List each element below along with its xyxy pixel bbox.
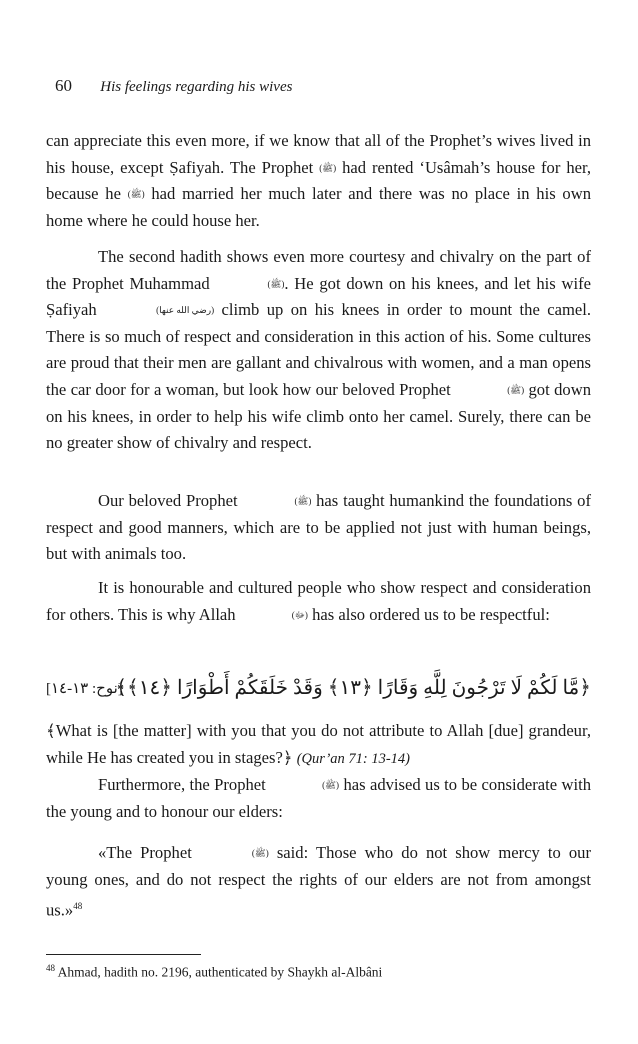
honorific-glyph: (ﷺ) xyxy=(322,780,340,790)
text-run: has also ordered us to be respectful: xyxy=(307,604,550,624)
page-number: 60 xyxy=(55,76,72,95)
paragraph-3 xyxy=(46,488,591,568)
honorific-glyph: (ﷺ) xyxy=(251,848,269,858)
text-run: It is honourable and cultured people who show respect and consideration for others. This is why Allah xyxy=(46,578,591,624)
quran-translation xyxy=(46,718,591,772)
honorific-glyph: (ﷺ) xyxy=(127,189,145,200)
footnote-number: 48 xyxy=(46,963,55,973)
running-title: His feelings regarding his wives xyxy=(100,79,293,95)
paragraph-4 xyxy=(46,575,591,628)
text-run: climb up on his knees in order to mount the camel. There is so much of respect and consideration in this action of his. Some cultures are proud that their men are gallant and chivalrous with women, and a man opens the car door for a woman, but look how our beloved Prophet xyxy=(46,300,591,399)
honorific-glyph: (ﷺ) xyxy=(267,278,285,289)
text-run: . He got down on his knees, and let his wife Ṣafiyah xyxy=(46,273,592,320)
honorific-glyph: (ﷺ) xyxy=(507,384,525,395)
paragraph-1 xyxy=(46,128,591,234)
text-run: ﴾What is [the matter] with you that you do not attribute to Allah [due] grandeur, while He has created you in stages?﴿ xyxy=(46,721,591,767)
quran-reference-arabic: [نوح: ١٣-١٤] xyxy=(46,681,123,697)
footnote xyxy=(46,963,382,981)
text-run: had rented ‘Usâmah’s house for her, because he xyxy=(46,157,592,204)
footnote-text: Ahmad, hadith no. 2196, authenticated by Shaykh al-Albâni xyxy=(55,964,383,980)
quran-reference: (Qur’an 71: 13-14) xyxy=(296,750,411,767)
honorific-glyph: (ﷻ) xyxy=(291,609,308,620)
running-header xyxy=(55,76,292,96)
honorific-glyph: (ﷺ) xyxy=(319,162,337,173)
honorific-glyph: (ﷺ) xyxy=(294,496,312,506)
paragraph-5 xyxy=(46,772,591,825)
text-run: has advised us to be considerate with the young and to honour our elders: xyxy=(46,775,591,821)
text-run: Our beloved Prophet xyxy=(98,491,243,510)
footnote-divider xyxy=(46,954,201,955)
quran-arabic-text: ﴿مَّا لَكُمْ لَا تَرْجُونَ لِلَّهِ وَقَارًا ﴿١٣﴾ وَقَدْ خَلَقَكُمْ أَطْوَارًا ﴿١٤﴾﴾ xyxy=(115,677,591,699)
text-run: The second hadith shows even more courtesy and chivalry on the part of the Prophet Muhammad xyxy=(46,247,591,293)
text-run: has taught humankind the foundations of respect and good manners, which are to be applied not just with human beings, but with animals too. xyxy=(46,491,591,564)
footnote-marker: 48 xyxy=(73,901,83,912)
honorific-glyph: (رضي الله عنها) xyxy=(156,305,215,316)
paragraph-2 xyxy=(46,244,591,457)
text-run: can appreciate this even more, if we know that all of the Prophet’s wives lived in his house, except Ṣafiyah. The Prophet xyxy=(46,131,591,177)
text-run: Furthermore, the Prophet xyxy=(98,775,271,794)
text-run: got down on his knees, in order to help his wife climb onto her camel. Surely, there can be no greater show of chivalry and respect. xyxy=(46,379,591,453)
quran-verse-arabic xyxy=(46,675,591,705)
text-run: said: Those who do not show mercy to our young ones, and do not respect the rights of our elders are not from amongst us.» xyxy=(46,843,592,920)
text-run: «The Prophet xyxy=(98,843,200,862)
text-run: had married her much later and there was no place in his own home where he could house her. xyxy=(46,184,591,230)
paragraph-6-hadith xyxy=(46,840,591,924)
